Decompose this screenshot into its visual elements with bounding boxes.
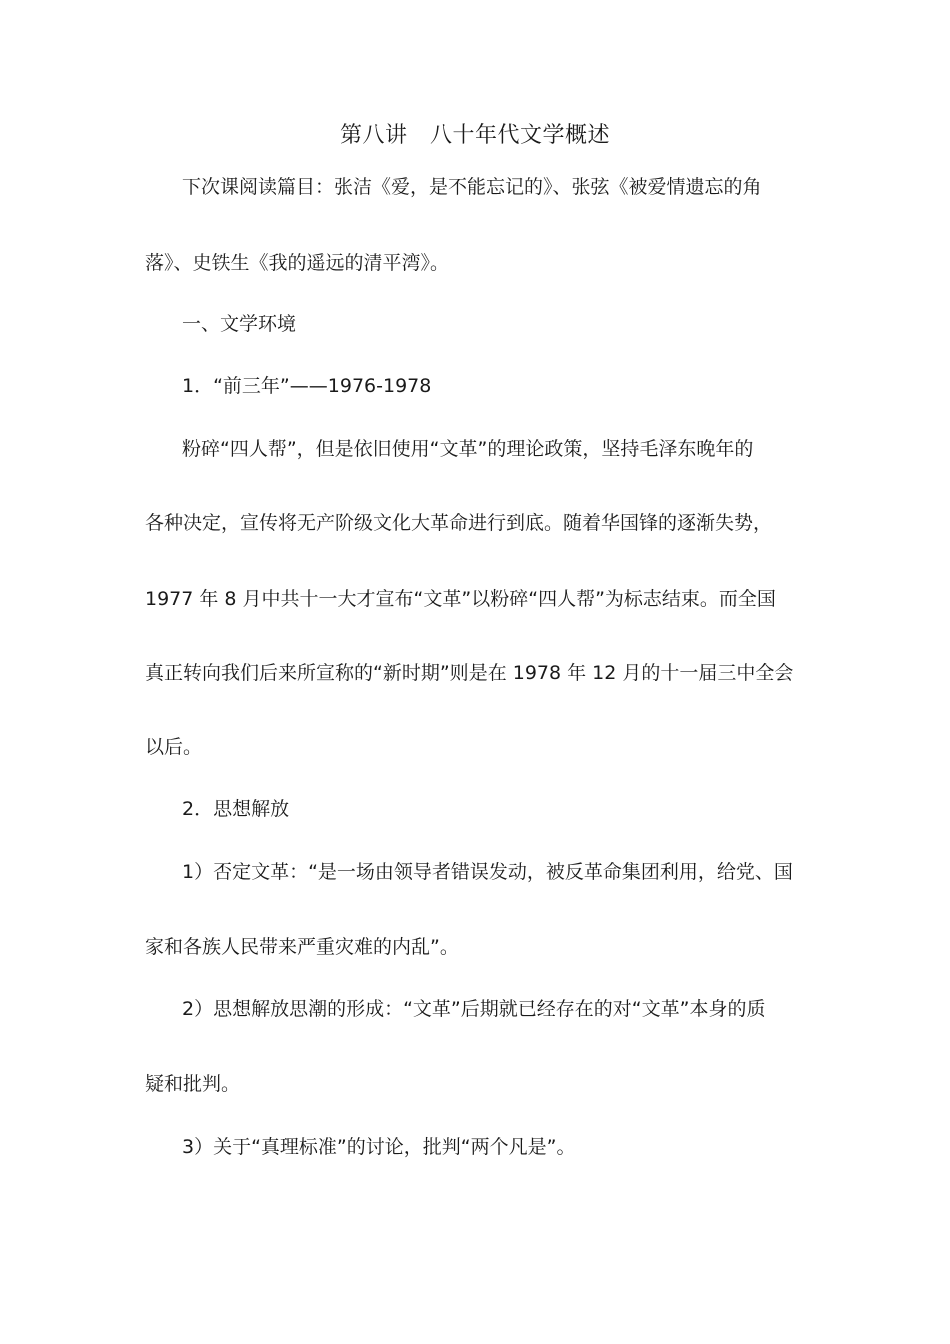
paragraph-line: 2）思想解放思潮的形成：“文革”后期就已经存在的对“文革”本身的质 — [182, 998, 766, 1020]
paragraph-line: 下次课阅读篇目：张洁《爱，是不能忘记的》、张弦《被爱情遗忘的角 — [182, 176, 762, 198]
paragraph-line: 家和各族人民带来严重灾难的内乱”。 — [145, 936, 459, 958]
paragraph-line: 1977 年 8 月中共十一大才宣布“文革”以粉碎“四人帮”为标志结束。而全国 — [145, 588, 776, 610]
page-title: 第八讲 八十年代文学概述 — [340, 123, 610, 148]
paragraph-line: 落》、史铁生《我的遥远的清平湾》。 — [145, 252, 450, 274]
paragraph-line: 各种决定，宣传将无产阶级文化大革命进行到底。随着华国锋的逐渐失势， — [145, 512, 773, 534]
paragraph-line: 粉碎“四人帮”，但是依旧使用“文革”的理论政策，坚持毛泽东晚年的 — [182, 438, 754, 460]
subsection-heading: 2．思想解放 — [182, 798, 290, 820]
paragraph-line: 疑和批判。 — [145, 1073, 241, 1095]
paragraph-line: 以后。 — [145, 736, 203, 758]
paragraph-line: 1）否定文革：“是一场由领导者错误发动，被反革命集团利用，给党、国 — [182, 861, 793, 883]
paragraph-line: 真正转向我们后来所宣称的“新时期”则是在 1978 年 12 月的十一届三中全会 — [145, 662, 794, 684]
paragraph-line: 3）关于“真理标准”的讨论，批判“两个凡是”。 — [182, 1136, 576, 1158]
section-heading: 一、文学环境 — [182, 313, 297, 335]
subsection-heading: 1．“前三年”——1976-1978 — [182, 375, 432, 397]
